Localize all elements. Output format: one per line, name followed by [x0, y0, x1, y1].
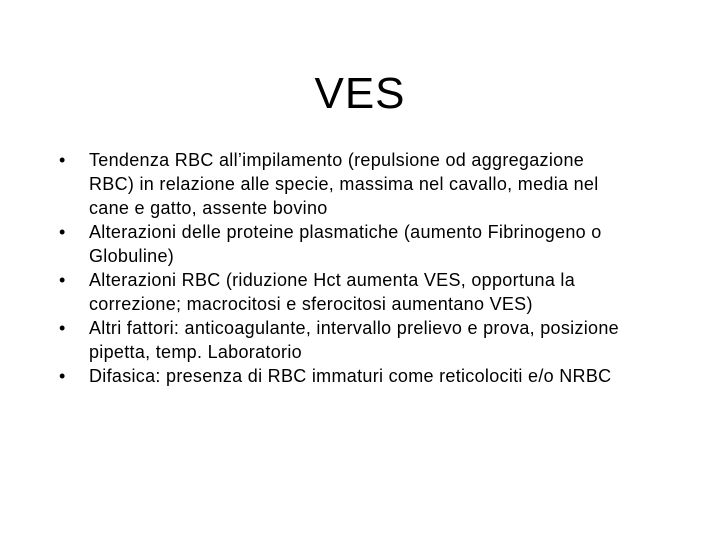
bullet-dot: • — [59, 366, 66, 386]
bullet-text — [89, 220, 675, 268]
bullet-item — [55, 148, 675, 220]
bullet-line: correzione; macrocitosi e sferocitosi aumentano VES) — [89, 294, 533, 314]
bullet-item — [55, 268, 675, 316]
bullet-dot: • — [59, 222, 66, 242]
bullet-line: pipetta, temp. Laboratorio — [89, 342, 302, 362]
bullet-line: Difasica: presenza di RBC immaturi come reticolociti e/o NRBC — [89, 366, 612, 386]
bullet-line: cane e gatto, assente bovino — [89, 198, 328, 218]
bullet-line: Alterazioni delle proteine plasmatiche (aumento Fibrinogeno o — [89, 222, 602, 242]
bullet-line: RBC) in relazione alle specie, massima nel cavallo, media nel — [89, 174, 599, 194]
bullet-dot: • — [59, 150, 66, 170]
bullet-text — [89, 364, 675, 388]
bullet-text — [89, 268, 675, 316]
bullet-dot: • — [59, 318, 66, 338]
bullet-line: Alterazioni RBC (riduzione Hct aumenta VES, opportuna la — [89, 270, 576, 290]
bullet-list — [55, 148, 675, 388]
bullet-line: Altri fattori: anticoagulante, intervallo prelievo e prova, posizione — [89, 318, 619, 338]
slide-title: VES — [314, 69, 406, 118]
bullet-line: Tendenza RBC all’impilamento (repulsione od aggregazione — [89, 150, 585, 170]
bullet-item — [55, 220, 675, 268]
bullet-item — [55, 364, 675, 388]
bullet-item — [55, 316, 675, 364]
bullet-text — [89, 148, 675, 220]
bullet-dot: • — [59, 270, 66, 290]
bullet-line: Globuline) — [89, 246, 175, 266]
bullet-text — [89, 316, 675, 364]
